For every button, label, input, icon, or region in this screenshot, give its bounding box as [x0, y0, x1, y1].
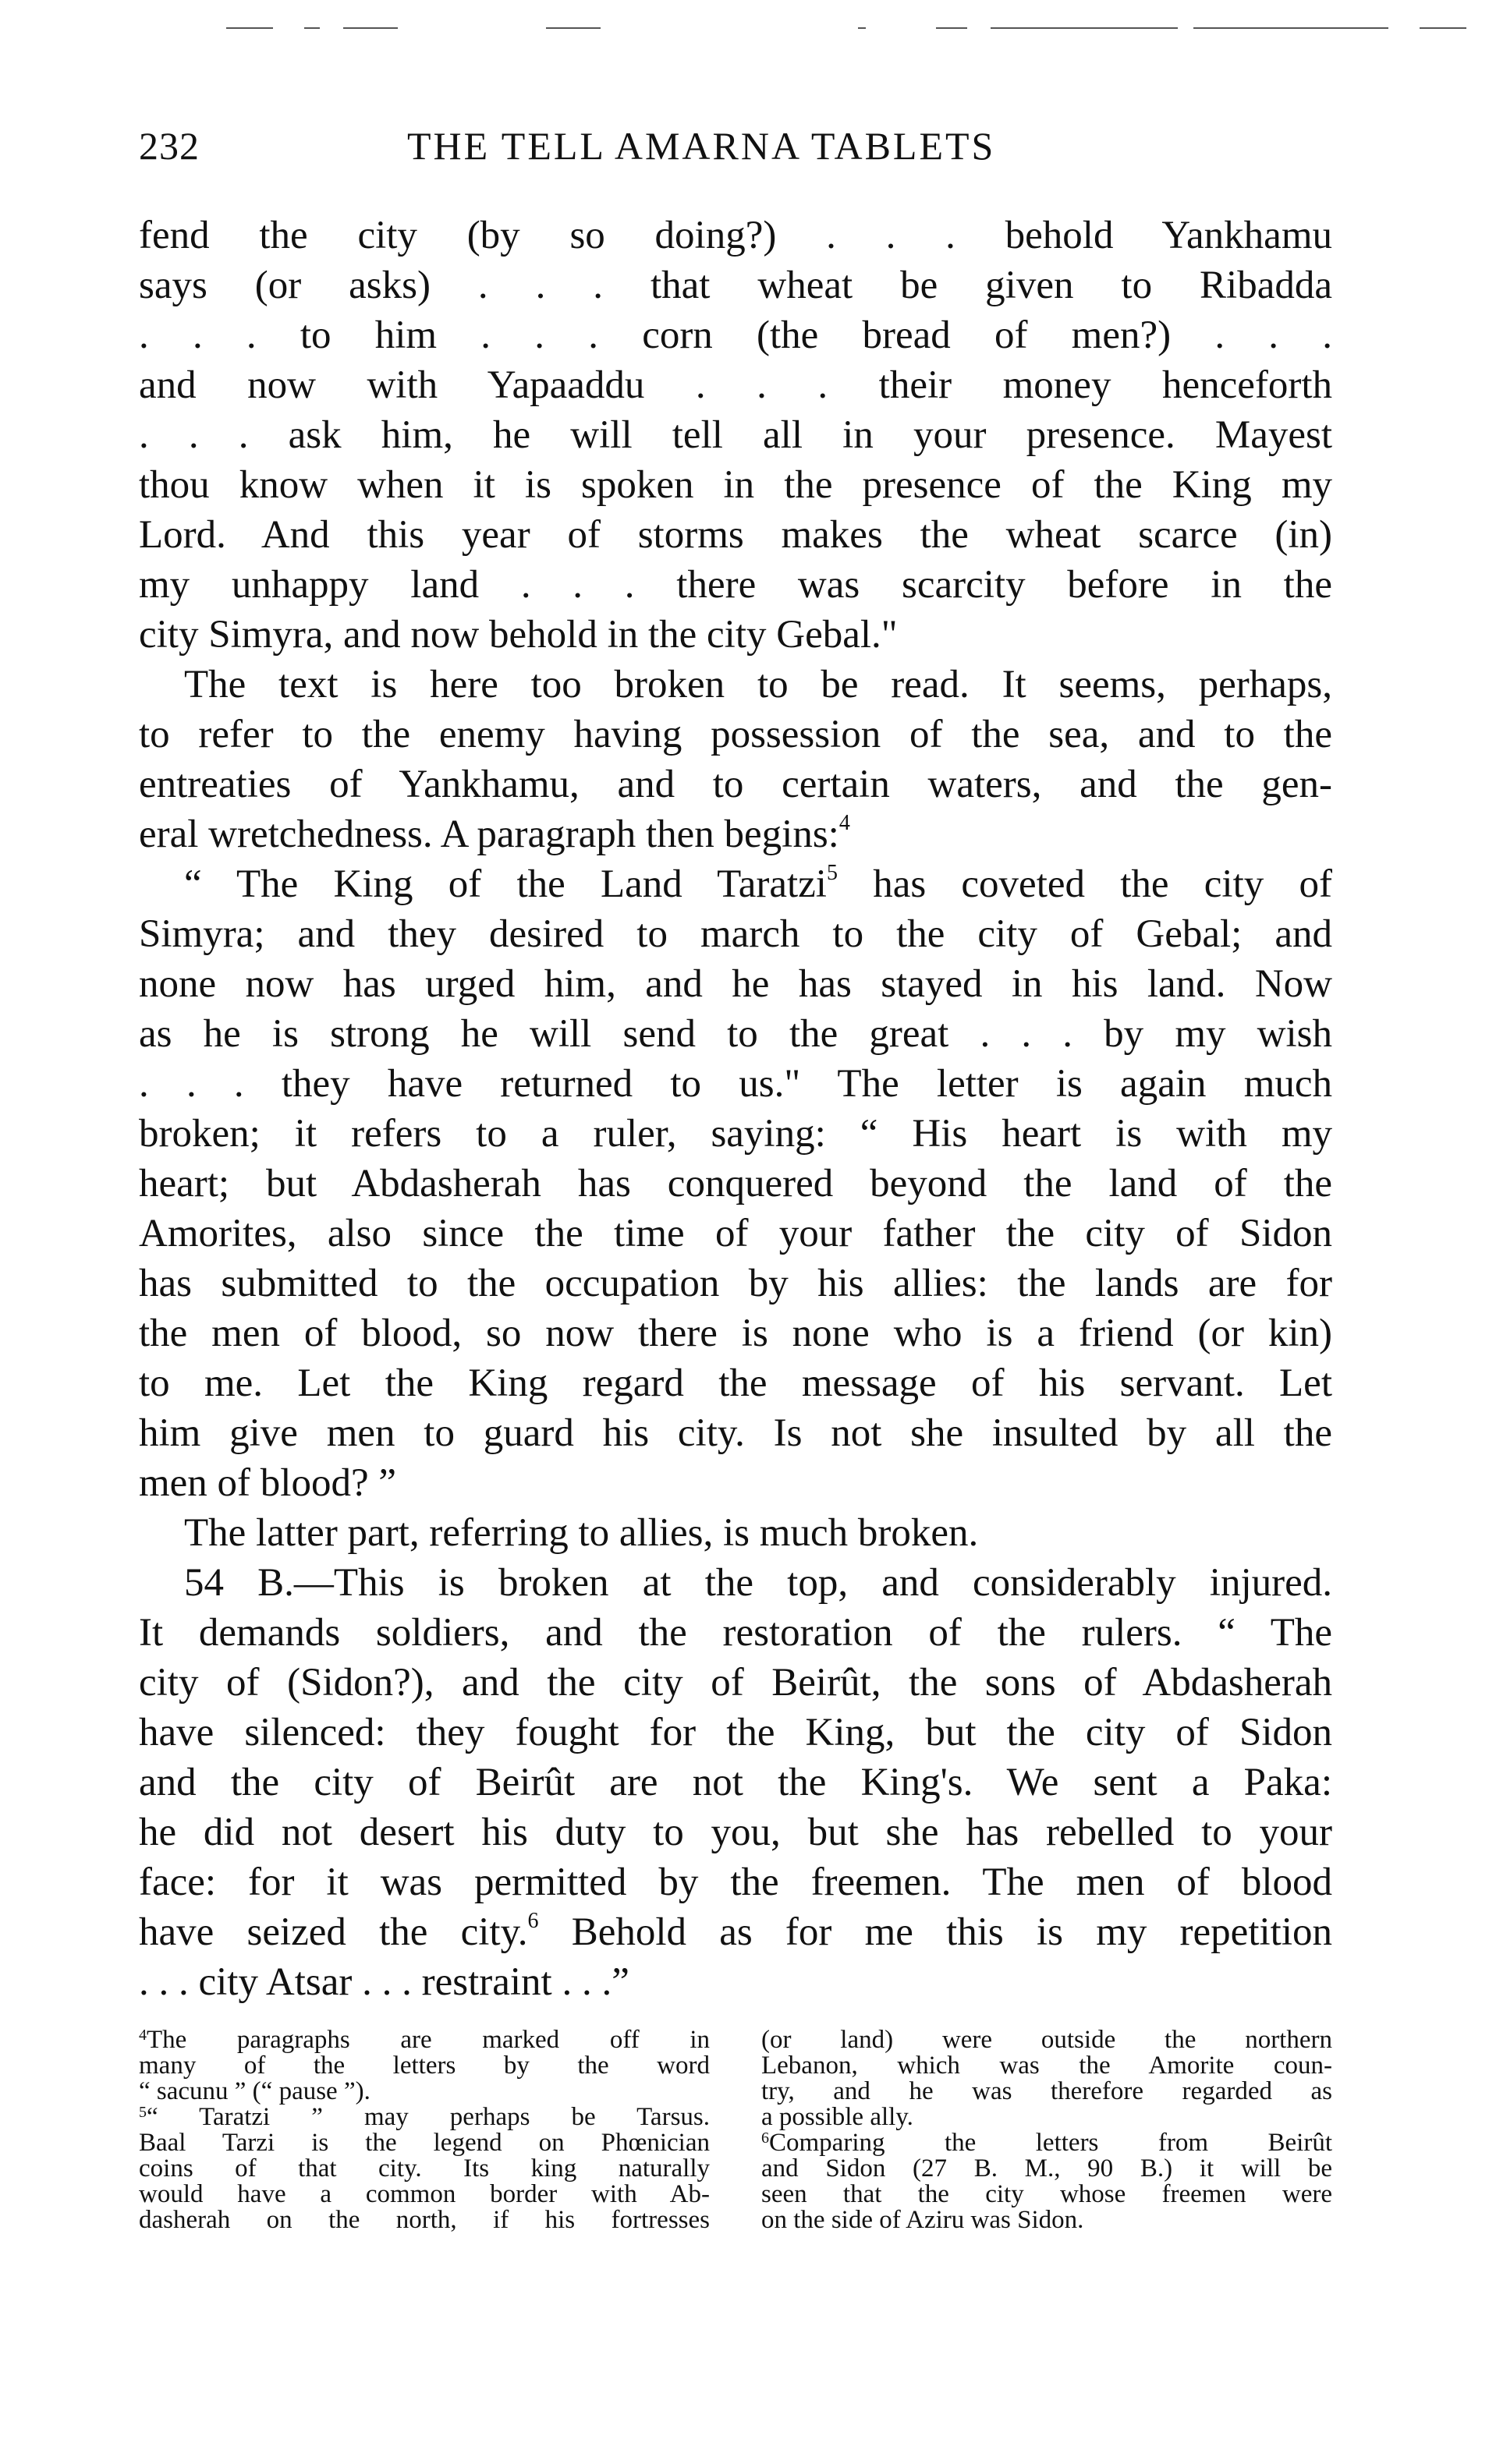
scan-artifact-dashes — [218, 17, 1482, 41]
line-text: It demands soldiers, and the restoration of the rulers. “ The — [139, 1611, 1332, 1655]
line-text: Amorites, also since the time of your father the city of Sidon — [139, 1212, 1332, 1255]
line-text: have silenced: they fought for the King, but the city of Sidon — [139, 1711, 1332, 1754]
line-text: him give men to guard his city. Is not she insulted by all the — [139, 1411, 1332, 1455]
footnote-line — [139, 2182, 710, 2207]
footnote-line — [761, 2182, 1332, 2207]
line-text-continued: has coveted the city of — [837, 862, 1332, 906]
footnote-text: on the side of Aziru was Sidon. — [761, 2207, 1084, 2233]
text-line — [139, 1408, 1332, 1458]
footnote-number: 6 — [761, 2130, 769, 2147]
line-text: city Simyra, and now behold in the city Gebal." — [139, 613, 898, 657]
line-text: my unhappy land . . . there was scarcity before in the — [139, 563, 1332, 607]
text-line — [139, 1758, 1332, 1807]
body-text — [139, 211, 1332, 2007]
line-text: none now has urged him, and he has stayed in his land. Now — [139, 962, 1332, 1006]
footnote-text: would have a common border with Ab- — [139, 2182, 710, 2207]
text-line — [139, 959, 1332, 1009]
footnote-line — [139, 2156, 710, 2182]
footnote-text: a possible ally. — [761, 2105, 913, 2130]
line-text: entreaties of Yankhamu, and to certain waters, and the gen- — [139, 763, 1332, 806]
footnote-line — [761, 2130, 1332, 2156]
line-text-continued: Behold as for me this is my repetition — [538, 1910, 1332, 1954]
line-text: he did not desert his duty to you, but she has rebelled to your — [139, 1811, 1332, 1854]
text-line — [139, 460, 1332, 510]
footnote-line — [761, 2079, 1332, 2105]
text-line — [139, 1608, 1332, 1658]
text-line — [139, 610, 1332, 660]
text-line — [139, 1458, 1332, 1508]
footnote-text: coins of that city. Its king naturally — [139, 2156, 710, 2182]
text-line — [139, 660, 1332, 710]
line-text: city of (Sidon?), and the city of Beirût, the sons of Abdasherah — [139, 1661, 1332, 1705]
text-line — [139, 859, 1332, 909]
line-text: face: for it was permitted by the freemen. The men of blood — [139, 1860, 1332, 1904]
footnote-line — [139, 2053, 710, 2079]
footnote-line — [761, 2027, 1332, 2053]
footnote-text: “ sacunu ” (“ pause ”). — [139, 2079, 370, 2105]
text-line — [139, 1558, 1332, 1608]
text-line — [139, 1907, 1332, 1957]
footnote-text: try, and he was therefore regarded as — [761, 2079, 1332, 2105]
text-line — [139, 1259, 1332, 1308]
line-text: . . . ask him, he will tell all in your presence. Mayest — [139, 413, 1332, 457]
footnote-line — [761, 2105, 1332, 2130]
text-line — [139, 909, 1332, 959]
line-text: . . . to him . . . corn (the bread of men?) . . . — [139, 313, 1332, 357]
line-text: and now with Yapaaddu . . . their money henceforth — [139, 363, 1332, 407]
text-line — [139, 1308, 1332, 1358]
line-text: thou know when it is spoken in the presence of the King my — [139, 463, 1332, 507]
line-text: fend the city (by so doing?) . . . behold Yankhamu — [139, 214, 1332, 257]
text-line — [139, 410, 1332, 460]
text-line — [139, 211, 1332, 260]
footnote-text: “ Taratzi ” may perhaps be Tarsus. — [147, 2105, 710, 2130]
line-text: Lord. And this year of storms makes the wheat scarce (in) — [139, 513, 1332, 557]
footnote-marker: 4 — [838, 811, 850, 835]
text-line — [139, 809, 1332, 859]
text-line — [139, 1009, 1332, 1059]
line-text: has submitted to the occupation by his allies: the lands are for — [139, 1262, 1332, 1305]
line-text: as he is strong he will send to the great . . . by my wish — [139, 1012, 1332, 1056]
page-number: 232 — [139, 124, 200, 168]
line-text: to refer to the enemy having possession of the sea, and to the — [139, 713, 1332, 756]
line-text: the men of blood, so now there is none who is a friend (or kin) — [139, 1312, 1332, 1355]
line-text: 54 B.—This is broken at the top, and considerably injured. — [184, 1561, 1332, 1605]
footnote-number: 4 — [139, 2027, 147, 2044]
text-line — [139, 1857, 1332, 1907]
footnotes-left-column — [139, 2027, 710, 2233]
line-text: The text is here too broken to be read. It seems, perhaps, — [184, 663, 1332, 706]
text-line — [139, 1807, 1332, 1857]
footnote-line — [139, 2130, 710, 2156]
text-line — [139, 1658, 1332, 1708]
footnote-text: dasherah on the north, if his fortresses — [139, 2207, 710, 2233]
line-text: have seized the city. — [139, 1910, 528, 1954]
footnote-text: many of the letters by the word — [139, 2053, 710, 2079]
footnote-text: seen that the city whose freemen were — [761, 2182, 1332, 2207]
line-text: and the city of Beirût are not the King's. We sent a Paka: — [139, 1761, 1332, 1804]
line-text: says (or asks) . . . that wheat be given to Ribadda — [139, 264, 1332, 307]
text-line — [139, 1957, 1332, 2007]
footnote-line — [761, 2053, 1332, 2079]
text-line — [139, 1159, 1332, 1209]
footnote-line — [139, 2207, 710, 2233]
text-line — [139, 710, 1332, 759]
line-text: heart; but Abdasherah has conquered beyond the land of the — [139, 1162, 1332, 1205]
footnote-text: and Sidon (27 B. M., 90 B.) it will be — [761, 2156, 1332, 2182]
footnotes-right-column — [761, 2027, 1332, 2233]
text-line — [139, 310, 1332, 360]
line-text: . . . city Atsar . . . restraint . . .” — [139, 1960, 629, 2004]
line-text: “ The King of the Land Taratzi — [184, 862, 827, 906]
text-line — [139, 1209, 1332, 1259]
line-text: men of blood? ” — [139, 1461, 396, 1505]
footnote-line — [139, 2079, 710, 2105]
text-line — [139, 759, 1332, 809]
text-line — [139, 1508, 1332, 1558]
text-line — [139, 560, 1332, 610]
text-line — [139, 510, 1332, 560]
footnote-marker: 5 — [826, 861, 838, 885]
line-text: to me. Let the King regard the message of his servant. Let — [139, 1361, 1332, 1405]
line-text: . . . they have returned to us." The letter is again much — [139, 1062, 1332, 1106]
footnote-number: 5 — [139, 2105, 147, 2121]
footnote-line — [139, 2027, 710, 2053]
footnote-text: The paragraphs are marked off in — [147, 2027, 710, 2053]
text-line — [139, 360, 1332, 410]
line-text: The latter part, referring to allies, is much broken. — [184, 1511, 979, 1555]
footnote-marker: 6 — [527, 1909, 539, 1933]
footnote-line — [761, 2156, 1332, 2182]
footnotes — [139, 2027, 1332, 2253]
footnote-text: Comparing the letters from Beirût — [769, 2130, 1332, 2156]
footnote-text: Baal Tarzi is the legend on Phœnician — [139, 2130, 710, 2156]
line-text: eral wretchedness. A paragraph then begins: — [139, 812, 839, 856]
footnote-text: (or land) were outside the northern — [761, 2027, 1332, 2053]
running-title: THE TELL AMARNA TABLETS — [407, 124, 996, 168]
text-line — [139, 1109, 1332, 1159]
footnote-text: Lebanon, which was the Amorite coun- — [761, 2053, 1332, 2079]
footnote-line — [139, 2105, 710, 2130]
running-header — [139, 123, 1348, 178]
text-line — [139, 1358, 1332, 1408]
line-text: broken; it refers to a ruler, saying: “ His heart is with my — [139, 1112, 1332, 1156]
text-line — [139, 1708, 1332, 1758]
line-text: Simyra; and they desired to march to the city of Gebal; and — [139, 912, 1332, 956]
text-line — [139, 260, 1332, 310]
footnote-line — [761, 2207, 1332, 2233]
text-line — [139, 1059, 1332, 1109]
